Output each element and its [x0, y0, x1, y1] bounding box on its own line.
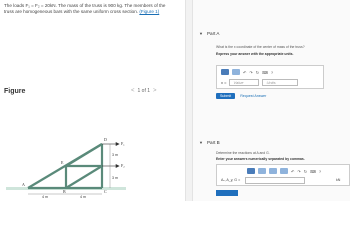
units-input[interactable]: Units — [262, 79, 298, 86]
undo-icon[interactable]: ↶ — [291, 168, 295, 174]
answer-pane — [193, 0, 350, 201]
node-A-label: A — [22, 182, 25, 187]
part-a-header[interactable] — [199, 31, 219, 36]
problem-text: The loads F₁ = F₂ = 20kN. The mass of the truss is 900 kg. The members of the truss are homogeneous bars with the same uniform cross section. — [4, 3, 166, 15]
truss-members — [28, 144, 102, 188]
load-F1-label: F₁ — [121, 141, 125, 146]
value-input[interactable]: Value — [229, 79, 259, 86]
reactions-label: Aₓ, A_y, G = — [221, 178, 241, 182]
part-a-answer-box — [216, 65, 324, 89]
problem-statement — [4, 3, 176, 15]
page-indicator: 1 of 1 — [137, 88, 151, 94]
math-toolbar — [221, 69, 273, 75]
collapse-caret-icon[interactable]: ▼ — [199, 31, 203, 36]
part-b-header[interactable] — [199, 140, 220, 145]
node-B-label: B — [63, 189, 66, 194]
figure-header — [0, 86, 185, 98]
dim-left-label: 4 m — [42, 195, 48, 198]
vector-button[interactable] — [258, 168, 266, 174]
prev-figure-button[interactable]: < — [131, 88, 135, 94]
reactions-input[interactable] — [245, 177, 305, 184]
part-a-title: Part A — [206, 31, 220, 36]
part-b-submit-button[interactable] — [216, 190, 238, 196]
node-C-label: C — [104, 189, 107, 194]
load-F2-label: F₂ — [121, 163, 125, 168]
figure-pager — [131, 88, 157, 94]
figure-label: Figure — [4, 88, 26, 95]
request-answer-link[interactable]: Request Answer — [240, 94, 267, 98]
dim-bottom-label: 3 m — [112, 176, 118, 180]
keyboard-icon[interactable]: ⌨ — [262, 69, 268, 75]
reactions-unit: kN — [336, 178, 341, 182]
redo-icon[interactable]: ↷ — [297, 168, 301, 174]
figure-link[interactable]: (Figure 1) — [139, 9, 160, 15]
node-D-label: D — [104, 137, 107, 142]
units-button[interactable] — [280, 168, 288, 174]
keyboard-icon[interactable]: ⌨ — [310, 168, 316, 174]
part-a-actions — [216, 93, 266, 99]
truss-figure — [6, 132, 156, 198]
part-a-question: What is the x coordinate of the center of mass of the truss? — [216, 45, 305, 49]
help-icon[interactable]: ? — [318, 168, 322, 174]
submit-button[interactable]: Submit — [216, 93, 235, 99]
next-figure-button[interactable]: > — [153, 88, 157, 94]
part-b-instruction: Enter your answers numerically separated by commas. — [216, 157, 305, 161]
part-a-inputs — [221, 79, 298, 86]
help-icon[interactable]: ? — [270, 69, 274, 75]
part-b-question: Determine the reactions at A and G. — [216, 151, 270, 155]
reset-icon[interactable]: ↻ — [303, 168, 308, 174]
template-button[interactable] — [247, 168, 255, 174]
dim-top-label: 3 m — [112, 153, 118, 157]
collapse-caret-icon[interactable]: ▼ — [199, 140, 203, 145]
math-toolbar — [247, 168, 321, 174]
symbol-button[interactable] — [269, 168, 277, 174]
part-b-answer-box — [216, 164, 350, 186]
node-E-label: E — [61, 160, 64, 165]
truss-diagram — [6, 132, 156, 198]
problem-pane — [0, 0, 185, 201]
dim-right-label: 4 m — [80, 195, 86, 198]
part-a-instruction: Express your answer with the appropriate units. — [216, 52, 294, 56]
reset-icon[interactable]: ↻ — [255, 69, 260, 75]
redo-icon[interactable]: ↷ — [249, 69, 253, 75]
part-b-title: Part B — [206, 140, 220, 145]
template-button[interactable] — [221, 69, 229, 75]
units-button[interactable] — [232, 69, 240, 75]
x-symbol: x = — [221, 80, 227, 85]
pane-divider[interactable] — [185, 0, 193, 201]
undo-icon[interactable]: ↶ — [243, 69, 247, 75]
